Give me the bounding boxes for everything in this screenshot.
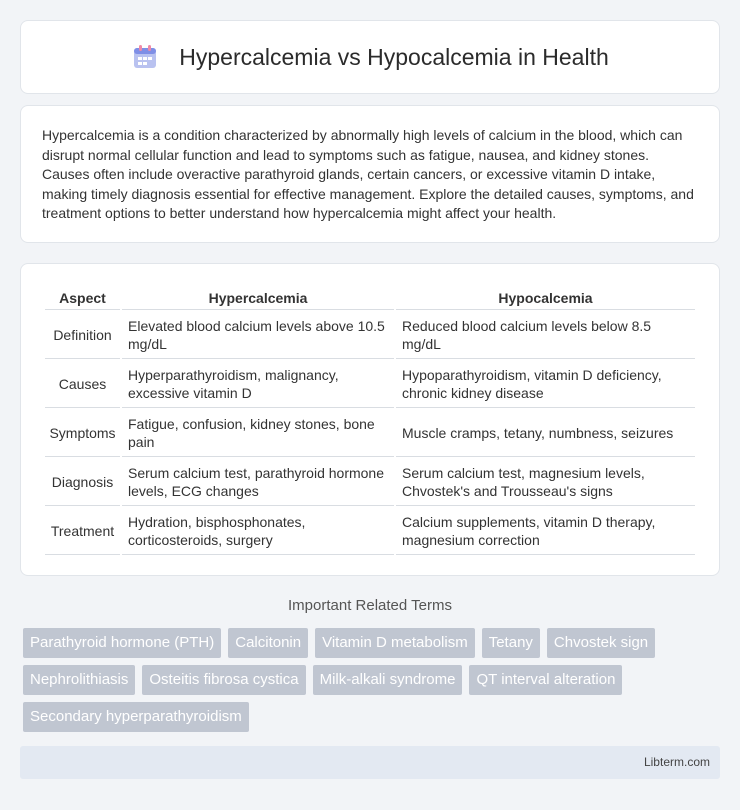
calendar-icon: [131, 43, 159, 71]
table-header-row: [45, 285, 695, 310]
row-aspect: Diagnosis: [45, 459, 120, 506]
row-aspect: Symptoms: [45, 410, 120, 457]
term-tag[interactable]: Milk-alkali syndrome: [313, 665, 463, 695]
term-tag[interactable]: Parathyroid hormone (PTH): [23, 628, 221, 658]
row-hypercalcemia: Fatigue, confusion, kidney stones, bone pain: [122, 410, 394, 457]
term-tag[interactable]: Nephrolithiasis: [23, 665, 135, 695]
footer: [20, 746, 720, 779]
row-aspect: Causes: [45, 361, 120, 408]
table-row: [45, 459, 695, 506]
row-hypercalcemia: Elevated blood calcium levels above 10.5 mg/dL: [122, 312, 394, 359]
intro-text: Hypercalcemia is a condition characterized by abnormally high levels of calcium in the blood, which can disrupt normal cellular function and lead to symptoms such as fatigue, nausea, and kidney stones. Causes often include overactive parathyroid glands, certain cancers, or excessive vitamin D intake, making timely diagnosis essential for effective management. Explore the detailed causes, symptoms, and treatment options to better understand how hypercalcemia might affect your health.: [42, 127, 694, 221]
row-hypocalcemia: Calcium supplements, vitamin D therapy, magnesium correction: [396, 508, 695, 555]
term-tag[interactable]: Osteitis fibrosa cystica: [142, 665, 305, 695]
row-hypocalcemia: Muscle cramps, tetany, numbness, seizures: [396, 410, 695, 457]
row-hypercalcemia: Hyperparathyroidism, malignancy, excessive vitamin D: [122, 361, 394, 408]
row-hypocalcemia: Serum calcium test, magnesium levels, Chvostek's and Trousseau's signs: [396, 459, 695, 506]
row-aspect: Treatment: [45, 508, 120, 555]
header-hypercalcemia: Hypercalcemia: [122, 285, 394, 310]
related-terms-title: Important Related Terms: [288, 597, 452, 614]
page-title: Hypercalcemia vs Hypocalcemia in Health: [179, 43, 609, 70]
row-hypocalcemia: Reduced blood calcium levels below 8.5 mg/dL: [396, 312, 695, 359]
term-tag[interactable]: Chvostek sign: [547, 628, 655, 658]
row-hypercalcemia: Serum calcium test, parathyroid hormone levels, ECG changes: [122, 459, 394, 506]
table-row: [45, 508, 695, 555]
term-tag[interactable]: Vitamin D metabolism: [315, 628, 475, 658]
term-tag[interactable]: Tetany: [482, 628, 540, 658]
table-row: [45, 361, 695, 408]
table-row: [45, 312, 695, 359]
title-card: [20, 20, 720, 94]
comparison-table: [43, 283, 697, 557]
header-hypocalcemia: Hypocalcemia: [396, 285, 695, 310]
row-hypocalcemia: Hypoparathyroidism, vitamin D deficiency, chronic kidney disease: [396, 361, 695, 408]
row-aspect: Definition: [45, 312, 120, 359]
term-tag[interactable]: QT interval alteration: [469, 665, 622, 695]
intro-card: [20, 105, 720, 243]
related-terms-list: [23, 628, 723, 739]
comparison-table-card: [20, 263, 720, 576]
table-row: [45, 410, 695, 457]
term-tag[interactable]: Calcitonin: [228, 628, 308, 658]
header-aspect: Aspect: [45, 285, 120, 310]
footer-site-link[interactable]: Libterm.com: [643, 755, 710, 769]
term-tag[interactable]: Secondary hyperparathyroidism: [23, 702, 249, 732]
row-hypercalcemia: Hydration, bisphosphonates, corticosteroids, surgery: [122, 508, 394, 555]
